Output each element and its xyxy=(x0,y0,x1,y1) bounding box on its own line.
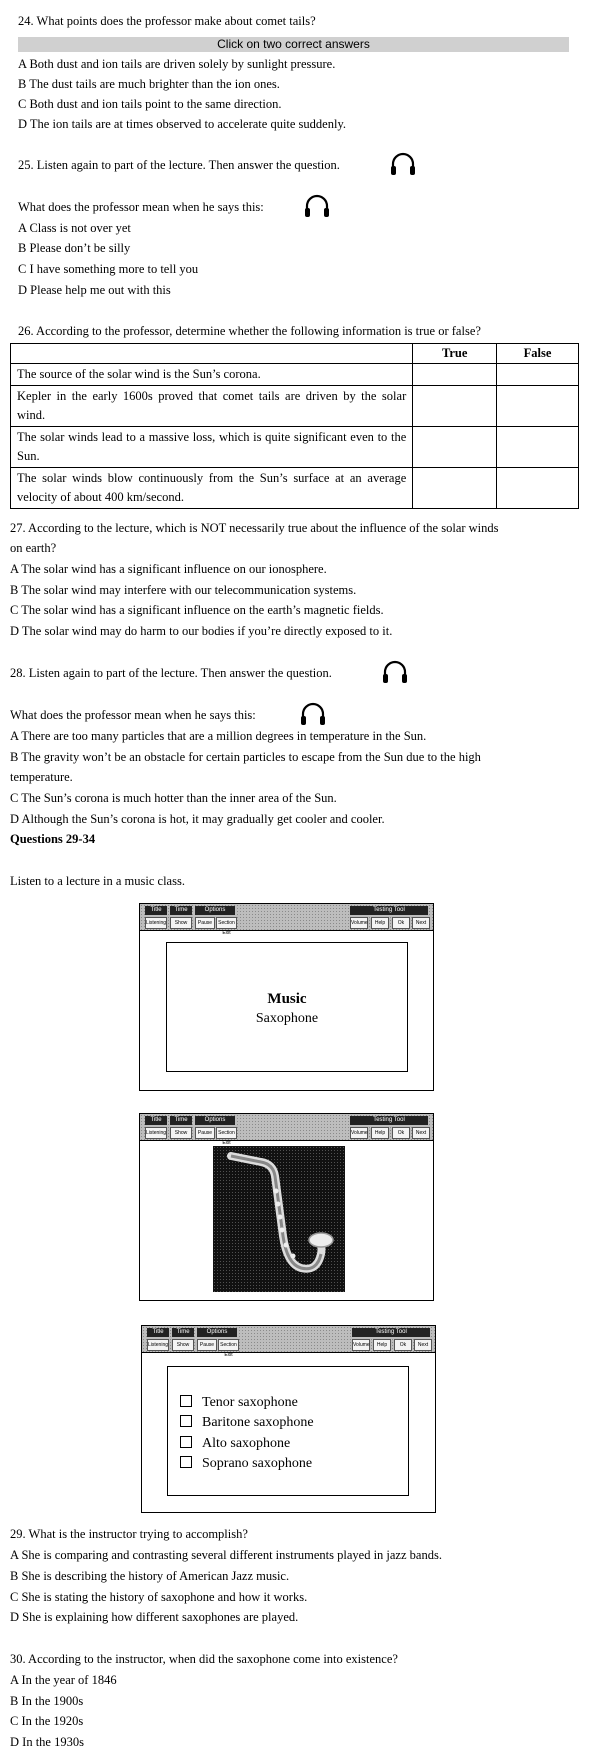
checkbox-icon[interactable] xyxy=(180,1395,192,1407)
option-label: Baritone saxophone xyxy=(202,1415,314,1430)
ok-button[interactable]: Ok xyxy=(392,1127,410,1139)
testing-tool-label: Testing Tool xyxy=(350,906,428,915)
toolbar xyxy=(142,1326,435,1358)
pause-button[interactable]: Pause xyxy=(197,1339,217,1351)
toolbar xyxy=(140,1114,433,1146)
saxophone-image xyxy=(213,1146,345,1292)
table-row xyxy=(11,364,579,386)
title-button[interactable]: Title xyxy=(145,906,167,915)
testing-tool-screen-options xyxy=(141,1325,436,1513)
table-header-false: False xyxy=(497,344,579,364)
q27-question-line2: on earth? xyxy=(10,541,57,555)
q30-question: 30. According to the instructor, when did the saxophone come into existence? xyxy=(10,1652,398,1666)
q27-option-a[interactable]: A The solar wind has a significant influence on our ionosphere. xyxy=(10,562,327,576)
help-button[interactable]: Help xyxy=(371,1127,389,1139)
time-button[interactable]: Time xyxy=(172,1328,194,1337)
checkbox-icon[interactable] xyxy=(180,1436,192,1448)
q29-option-d[interactable]: D She is explaining how different saxophones are played. xyxy=(10,1610,299,1624)
q24-option-c[interactable]: C Both dust and ion tails point to the same direction. xyxy=(18,97,282,111)
options-button[interactable]: Options xyxy=(195,1116,235,1125)
toolbar xyxy=(140,904,433,936)
headphones-icon[interactable] xyxy=(381,660,409,686)
ok-button[interactable]: Ok xyxy=(392,917,410,929)
q25-question: 25. Listen again to part of the lecture. Then answer the question. xyxy=(18,158,340,172)
ok-button[interactable]: Ok xyxy=(394,1339,412,1351)
testing-tool-label: Testing Tool xyxy=(350,1116,428,1125)
q25-option-b[interactable]: B Please don’t be silly xyxy=(18,241,131,255)
show-button[interactable]: Show xyxy=(170,917,192,929)
section-heading: Questions 29-34 xyxy=(10,832,96,846)
volume-button[interactable]: Volume xyxy=(352,1339,370,1351)
show-button[interactable]: Show xyxy=(170,1127,192,1139)
headphones-icon[interactable] xyxy=(299,702,327,728)
option-label: Alto saxophone xyxy=(202,1436,291,1451)
options-button[interactable]: Options xyxy=(197,1328,237,1337)
q28-option-a[interactable]: A There are too many particles that are a million degrees in temperature in the Sun. xyxy=(10,729,427,743)
q30-option-d[interactable]: D In the 1930s xyxy=(10,1735,84,1749)
section-exit-button[interactable]: Section Exit xyxy=(216,917,237,929)
q29-question: 29. What is the instructor trying to accomplish? xyxy=(10,1527,248,1541)
q28-option-c[interactable]: C The Sun’s corona is much hotter than the inner area of the Sun. xyxy=(10,791,337,805)
table-row xyxy=(11,468,579,509)
pause-button[interactable]: Pause xyxy=(195,1127,215,1139)
q24-option-a[interactable]: A Both dust and ion tails are driven solely by sunlight pressure. xyxy=(18,57,336,71)
volume-button[interactable]: Volume xyxy=(350,1127,368,1139)
true-cell[interactable] xyxy=(413,386,497,427)
statement-3: The solar winds lead to a massive loss, which is quite significant even to the Sun. xyxy=(11,427,413,468)
q28-option-b[interactable]: B The gravity won’t be an obstacle for certain particles to escape from the Sun due to the high xyxy=(10,750,481,764)
testing-tool-screen-title xyxy=(139,903,434,1091)
q28-prompt: What does the professor mean when he says this: xyxy=(10,708,256,722)
help-button[interactable]: Help xyxy=(373,1339,391,1351)
q27-option-b[interactable]: B The solar wind may interfere with our telecommunication systems. xyxy=(10,583,357,597)
next-button[interactable]: Next xyxy=(412,917,430,929)
time-button[interactable]: Time xyxy=(170,1116,192,1125)
show-button[interactable]: Show xyxy=(172,1339,194,1351)
volume-button[interactable]: Volume xyxy=(350,917,368,929)
headphones-icon[interactable] xyxy=(303,194,331,220)
q24-question: 24. What points does the professor make about comet tails? xyxy=(18,14,316,28)
checkbox-icon[interactable] xyxy=(180,1415,192,1427)
saxophone-option[interactable] xyxy=(180,1434,290,1454)
q30-option-a[interactable]: A In the year of 1846 xyxy=(10,1673,117,1687)
next-button[interactable]: Next xyxy=(414,1339,432,1351)
saxophone-option[interactable] xyxy=(180,1413,314,1433)
false-cell[interactable] xyxy=(497,364,579,386)
q28-option-d[interactable]: D Although the Sun’s corona is hot, it may gradually get cooler and cooler. xyxy=(10,812,385,826)
false-cell[interactable] xyxy=(497,386,579,427)
q25-option-a[interactable]: A Class is not over yet xyxy=(18,221,131,235)
q24-option-b[interactable]: B The dust tails are much brighter than the ion ones. xyxy=(18,77,280,91)
table-row xyxy=(11,386,579,427)
listening-button[interactable]: Listening xyxy=(147,1339,169,1351)
q26-question: 26. According to the professor, determine whether the following information is true or false? xyxy=(18,324,481,338)
pause-button[interactable]: Pause xyxy=(195,917,215,929)
time-button[interactable]: Time xyxy=(170,906,192,915)
table-row xyxy=(11,427,579,468)
saxophone-option[interactable] xyxy=(180,1393,298,1413)
checkbox-icon[interactable] xyxy=(180,1456,192,1468)
q27-option-c[interactable]: C The solar wind has a significant influence on the earth’s magnetic fields. xyxy=(10,603,384,617)
screen-title: Music xyxy=(267,991,307,1007)
false-cell[interactable] xyxy=(497,468,579,509)
option-label: Tenor saxophone xyxy=(202,1395,298,1410)
table-header-blank xyxy=(11,344,413,364)
table-header-true: True xyxy=(413,344,497,364)
statement-4: The solar winds blow continuously from the Sun’s surface at an average velocity of about 400 km/second. xyxy=(11,468,413,509)
q30-option-b[interactable]: B In the 1900s xyxy=(10,1694,84,1708)
true-cell[interactable] xyxy=(413,468,497,509)
false-cell[interactable] xyxy=(497,427,579,468)
q27-question-line1: 27. According to the lecture, which is NOT necessarily true about the influence of the solar winds xyxy=(10,521,499,535)
next-button[interactable]: Next xyxy=(412,1127,430,1139)
section-exit-button[interactable]: Section Exit xyxy=(216,1127,237,1139)
q28-option-b-cont[interactable]: temperature. xyxy=(10,770,73,784)
title-button[interactable]: Title xyxy=(145,1116,167,1125)
headphones-icon[interactable] xyxy=(389,152,417,178)
listening-button[interactable]: Listening xyxy=(145,1127,167,1139)
q27-option-d[interactable]: D The solar wind may do harm to our bodies if you’re directly exposed to it. xyxy=(10,624,393,638)
q29-option-a[interactable]: A She is comparing and contrasting several different instruments played in jazz bands. xyxy=(10,1548,442,1562)
section-exit-button[interactable]: Section Exit xyxy=(218,1339,239,1351)
true-false-table xyxy=(10,343,579,509)
title-button[interactable]: Title xyxy=(147,1328,169,1337)
screen-subtitle: Saxophone xyxy=(255,1011,319,1026)
q30-option-c[interactable]: C In the 1920s xyxy=(10,1714,84,1728)
saxophone-option[interactable] xyxy=(180,1454,312,1474)
q24-option-d[interactable]: D The ion tails are at times observed to accelerate quite suddenly. xyxy=(18,117,347,131)
q24-instruction-bar: Click on two correct answers xyxy=(18,37,569,52)
options-card xyxy=(167,1366,409,1496)
help-button[interactable]: Help xyxy=(371,917,389,929)
listening-button[interactable]: Listening xyxy=(145,917,167,929)
q25-option-c[interactable]: C I have something more to tell you xyxy=(18,262,199,276)
true-cell[interactable] xyxy=(413,427,497,468)
q29-option-b[interactable]: B She is describing the history of American Jazz music. xyxy=(10,1569,290,1583)
testing-tool-screen-image xyxy=(139,1113,434,1301)
section-intro: Listen to a lecture in a music class. xyxy=(10,874,185,888)
q25-option-d[interactable]: D Please help me out with this xyxy=(18,283,171,297)
testing-tool-label: Testing Tool xyxy=(352,1328,430,1337)
q29-option-c[interactable]: C She is stating the history of saxophone and how it works. xyxy=(10,1590,308,1604)
statement-1: The source of the solar wind is the Sun’s corona. xyxy=(11,364,413,386)
q28-question: 28. Listen again to part of the lecture. Then answer the question. xyxy=(10,666,332,680)
q25-prompt: What does the professor mean when he says this: xyxy=(18,200,264,214)
title-card xyxy=(166,942,408,1072)
statement-2: Kepler in the early 1600s proved that comet tails are driven by the solar wind. xyxy=(11,386,413,427)
true-cell[interactable] xyxy=(413,364,497,386)
options-button[interactable]: Options xyxy=(195,906,235,915)
option-label: Soprano saxophone xyxy=(202,1456,313,1471)
